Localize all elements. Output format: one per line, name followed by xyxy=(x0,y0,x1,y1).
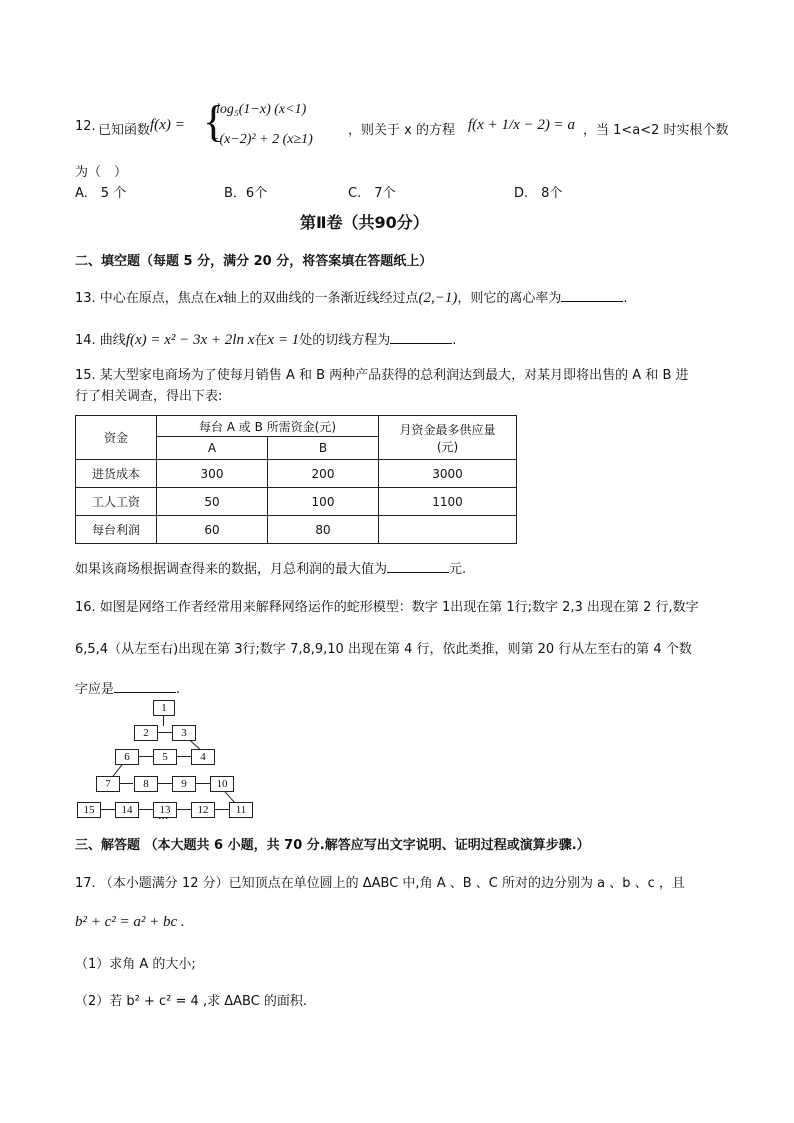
funds-table xyxy=(75,415,517,544)
connector xyxy=(101,809,115,810)
table-cell-max: 1100 xyxy=(379,488,517,516)
connector xyxy=(158,783,172,784)
q15-line-2: 行了相关调查，得出下表: xyxy=(75,389,223,404)
table-cell-max: 3000 xyxy=(379,460,517,488)
part2-title: 第Ⅱ卷（共90分） xyxy=(300,213,429,232)
q12-condition: ，当 1<a<2 时实根个数 xyxy=(583,123,729,138)
q17-part-1: （1）求角 A 的大小; xyxy=(75,957,196,972)
q16-line-1: 16. 如图是网络工作者经常用来解释网络运作的蛇形模型：数字 1出现在第 1行;数字 2,3 出现在第 2 行,数字 xyxy=(75,600,699,615)
q14-answer-blank[interactable] xyxy=(390,331,452,344)
snake-node: 5 xyxy=(153,749,177,765)
snake-node: 11 xyxy=(229,802,253,818)
q17-line-1: 17. （本小题满分 12 分）已知顶点在单位圆上的 ΔABC 中,角 A 、B 、C 所对的边分别为 a 、b 、c ，且 xyxy=(75,876,685,891)
table-row-name: 工人工资 xyxy=(76,488,157,516)
table-header-funds: 资金 xyxy=(76,416,157,460)
section3-heading: 三、解答题 （本大题共 6 小题，共 70 分.解答应写出文字说明、证明过程或演算步骤.） xyxy=(75,838,590,853)
q12-brace: { xyxy=(203,97,225,146)
q12-option-a: A. 5 个 xyxy=(75,186,127,201)
q13-text-b: 轴上的双曲线的一条渐近线经过点 xyxy=(223,291,419,306)
connector xyxy=(215,809,229,810)
q12-piece-1: log₅(1−x) (x<1) xyxy=(216,102,307,117)
table-cell-a: 50 xyxy=(157,488,268,516)
table-cell-a: 60 xyxy=(157,516,268,544)
q13-text-a: 13. 中心在原点，焦点在 xyxy=(75,291,217,306)
table-cell-a: 300 xyxy=(157,460,268,488)
q14-func: f(x) = x² − 3x + 2ln x xyxy=(125,332,255,348)
q15-after-b: 元. xyxy=(449,562,467,577)
q15-after-a: 如果该商场根据调查得来的数据，月总利润的最大值为 xyxy=(75,562,388,577)
snake-node: 9 xyxy=(172,776,196,792)
q16-end: . xyxy=(176,682,181,697)
q13-var: x xyxy=(216,290,224,306)
q16-line-3-text: 字应是 xyxy=(75,682,115,697)
q13-point: (2,−1) xyxy=(418,290,458,306)
connector xyxy=(196,783,210,784)
snake-node: 1 xyxy=(153,700,175,716)
q12-option-b: B．6个 xyxy=(224,186,268,201)
q14-text-b: 在 xyxy=(254,333,268,348)
table-header-max-line1: 月资金最多供应量 xyxy=(399,422,496,437)
q13-question xyxy=(75,287,628,307)
q14-text-a: 14. 曲线 xyxy=(75,333,126,348)
snake-node: 12 xyxy=(191,802,215,818)
snake-node: 2 xyxy=(134,725,158,741)
section2-heading: 二、填空题（每题 5 分，满分 20 分，将答案填在答题纸上） xyxy=(75,254,433,269)
q14-question xyxy=(75,329,456,349)
table-header-b: B xyxy=(268,437,379,460)
q17-equation: b² + c² = a² + bc . xyxy=(75,914,185,930)
q12-option-d: D. 8个 xyxy=(514,186,563,201)
q12-mid: ，则关于 x 的方程 xyxy=(348,123,455,138)
q12-tail: 为（ ） xyxy=(75,165,128,180)
table-header-a: A xyxy=(157,437,268,460)
connector xyxy=(158,732,172,733)
table-header-max-line2: (元) xyxy=(436,439,459,454)
q14-text-c: 处的切线方程为 xyxy=(299,333,391,348)
table-cell-b: 80 xyxy=(268,516,379,544)
q16-answer-blank[interactable] xyxy=(114,680,176,693)
q12-equation: f(x + 1/x − 2) = a xyxy=(468,117,576,133)
connector xyxy=(139,809,153,810)
table-row-name: 进货成本 xyxy=(76,460,157,488)
q12-piece-2: −(x−2)² + 2 (x≥1) xyxy=(210,132,313,147)
q13-text-c: ，则它的离心率为 xyxy=(457,291,562,306)
q14-at: x = 1 xyxy=(267,332,300,348)
table-header-max xyxy=(379,416,517,460)
snake-node: 4 xyxy=(191,749,215,765)
snake-node: 6 xyxy=(115,749,139,765)
q13-answer-blank[interactable] xyxy=(561,289,623,302)
q16-line-2: 6,5,4（从左至右)出现在第 3行;数字 7,8,9,10 出现在第 4 行，依此类推，则第 20 行从左至右的第 4 个数 xyxy=(75,642,692,657)
table-row-name: 每台利润 xyxy=(76,516,157,544)
connector xyxy=(119,783,133,784)
snake-node: 3 xyxy=(172,725,196,741)
connector xyxy=(139,756,153,757)
q12-lead: 已知函数 xyxy=(98,123,151,138)
snake-node: 15 xyxy=(77,802,101,818)
snake-node: 14 xyxy=(115,802,139,818)
connector xyxy=(177,809,191,810)
q15-answer-blank[interactable] xyxy=(387,560,449,573)
q13-end: . xyxy=(623,291,628,306)
q17-part-2: （2）若 b² + c² = 4 ,求 ΔABC 的面积. xyxy=(75,994,308,1009)
q14-end: . xyxy=(452,333,457,348)
q15-after xyxy=(75,558,466,577)
table-cell-b: 100 xyxy=(268,488,379,516)
table-cell-b: 200 xyxy=(268,460,379,488)
q12-option-c: C. 7个 xyxy=(348,186,396,201)
snake-ellipsis: ··· xyxy=(158,812,169,825)
q16-line-3 xyxy=(75,678,180,697)
q15-line-1: 15. 某大型家电商场为了使每月销售 A 和 B 两种产品获得的总利润达到最大，对某月即将出售的 A 和 B 进 xyxy=(75,368,689,383)
snake-node: 8 xyxy=(134,776,158,792)
snake-node: 7 xyxy=(96,776,120,792)
q12-fx: f(x) = xyxy=(150,117,185,133)
q12-number: 12. xyxy=(75,119,96,134)
table-cell-max xyxy=(379,516,517,544)
snake-node: 10 xyxy=(210,776,234,792)
snake-node: 13 xyxy=(153,802,177,818)
table-header-each: 每台 A 或 B 所需资金(元) xyxy=(157,416,379,437)
connector xyxy=(177,756,191,757)
connector xyxy=(163,715,164,726)
